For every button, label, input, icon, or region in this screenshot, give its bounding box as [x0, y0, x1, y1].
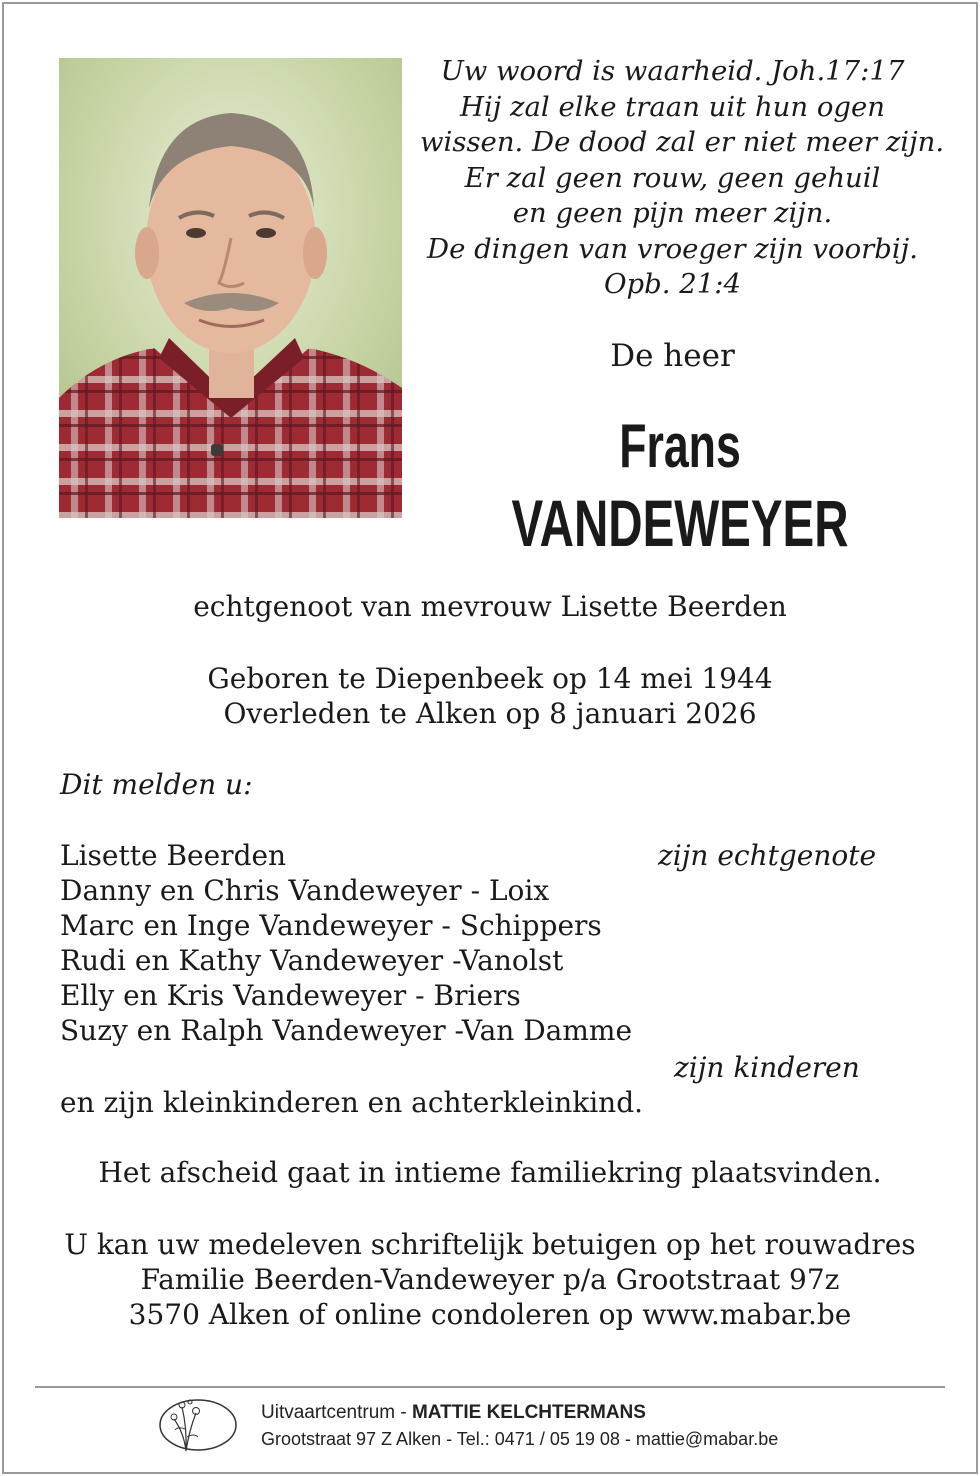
- verse-reference: Opb. 21:4: [604, 268, 741, 300]
- condolence-link[interactable]: 3570 Alken of online condoleren op www.mabar.be: [128, 1298, 852, 1331]
- child-line: Suzy en Ralph Vandeweyer -Van Damme: [60, 1014, 633, 1047]
- child-line: Elly en Kris Vandeweyer - Briers: [60, 979, 521, 1012]
- first-name: Frans: [619, 412, 741, 481]
- condolence-line: U kan uw medeleven schriftelijk betuigen op het rouwadres: [64, 1228, 916, 1261]
- spouse-name: Lisette Beerden: [60, 839, 287, 872]
- spouse-line: echtgenoot van mevrouw Lisette Beerden: [193, 590, 787, 623]
- child-line: Marc en Inge Vandeweyer - Schippers: [60, 909, 602, 942]
- grandchildren-line: en zijn kleinkinderen en achterkleinkind.: [60, 1086, 644, 1119]
- verse-line: en geen pijn meer zijn.: [512, 197, 833, 229]
- verse-line: wissen. De dood zal er niet meer zijn.: [420, 126, 945, 158]
- funeral-home-name: Uitvaartcentrum - MATTIE KELCHTERMANS: [261, 1402, 646, 1423]
- portrait-photo: [59, 58, 402, 518]
- verse-line: Er zal geen rouw, geen gehuil: [464, 161, 881, 194]
- child-line: Rudi en Kathy Vandeweyer -Vanolst: [60, 944, 564, 977]
- verse-line: Hij zal elke traan uit hun ogen: [460, 90, 885, 123]
- bible-verse: [420, 54, 945, 303]
- farewell-line: Het afscheid gaat in intieme familiekring plaatsvinden.: [98, 1156, 882, 1189]
- last-name: VANDEWEYER: [511, 486, 849, 560]
- flower-logo-icon: [156, 1393, 240, 1453]
- child-line: Danny en Chris Vandeweyer - Loix: [60, 874, 550, 907]
- announcers-intro: Dit melden u:: [60, 768, 253, 801]
- born-line: Geboren te Diepenbeek op 14 mei 1944: [207, 662, 773, 695]
- spouse-relation: zijn echtgenote: [658, 839, 877, 872]
- children-relation: zijn kinderen: [674, 1051, 860, 1084]
- verse-line: De dingen van vroeger zijn voorbij.: [427, 232, 918, 265]
- funeral-home-contact: Grootstraat 97 Z Alken - Tel.: 0471 / 05 19 08 - mattie@mabar.be: [261, 1429, 779, 1449]
- verse-line: Uw woord is waarheid. Joh.17:17: [440, 55, 905, 87]
- honorific: De heer: [610, 338, 735, 374]
- condolence-line: Familie Beerden-Vandeweyer p/a Grootstraat 97z: [140, 1263, 840, 1296]
- company-name: MATTIE KELCHTERMANS: [411, 1402, 646, 1423]
- died-line: Overleden te Alken op 8 januari 2026: [223, 697, 757, 730]
- footer-divider: [35, 1386, 945, 1388]
